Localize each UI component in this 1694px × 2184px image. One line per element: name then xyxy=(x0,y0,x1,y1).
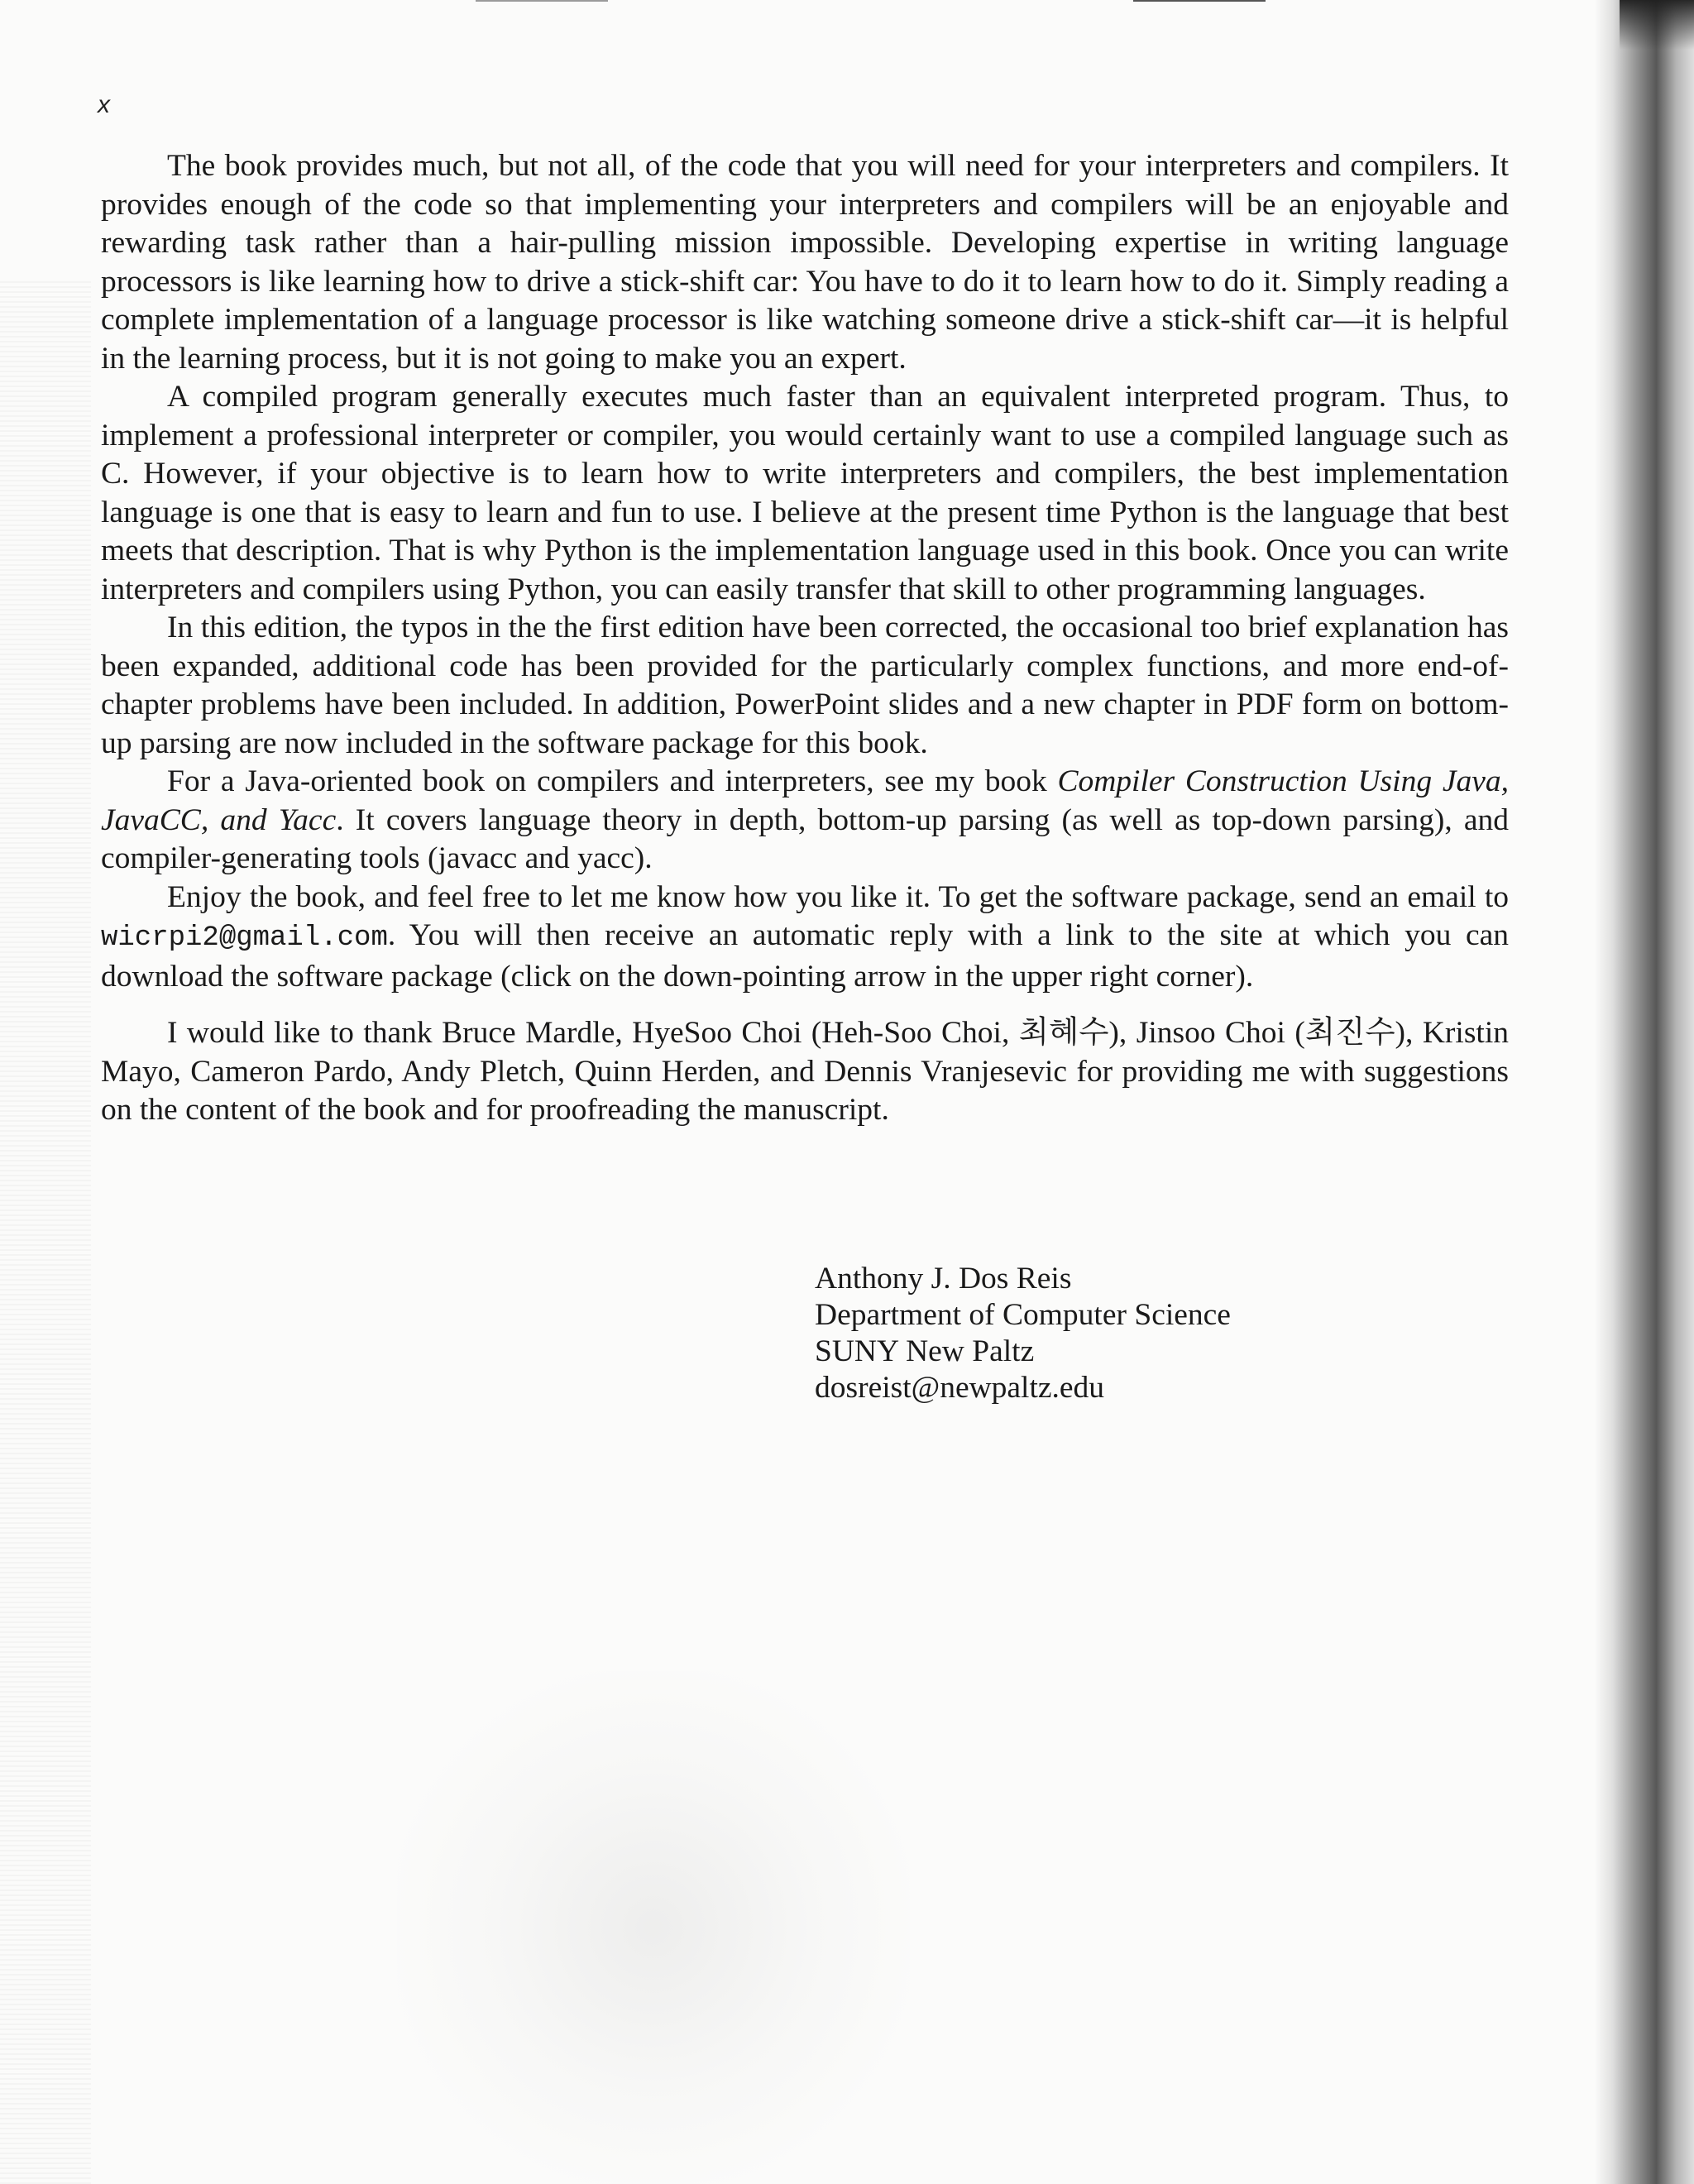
paragraph-implementation-language: A compiled program generally executes much faster than an equivalent interpreted program. Thus, to implement a professional interpreter or compiler, you would certainly want to use a compiled language such as C. However, if your objective is to learn how to write interpreters and compilers, the best implementation language is one that is easy to learn and fun to use. I believe at the present time Python is the language that best meets that description. That is why Python is the implementation language used in this book. Once you can write interpreters and compilers using Python, you can easily transfer that skill to other programming languages. xyxy=(101,380,1509,606)
paragraph-java-book-text: For a Java-oriented book on compilers and interpreters, see my book xyxy=(167,764,1058,798)
paragraph-this-edition: In this edition, the typos in the the first edition have been corrected, the occasional too brief explanation has been expanded, additional code has been provided for the particularly complex functions, and more end-of-chapter problems have been included. In addition, PowerPoint slides and a new chapter in PDF form on bottom-up parsing are now included in the software package for this book. xyxy=(101,611,1509,760)
binding-shadow xyxy=(1595,0,1694,2184)
paragraph-software-package-text: Enjoy the book, and feel free to let me know how you like it. To get the software package, send an email to xyxy=(167,879,1509,914)
java-book-title: Compiler Construction Using Java, JavaCC, and Yacc xyxy=(101,764,1509,837)
paragraph-acknowledgments: I would like to thank Bruce Mardle, HyeSoo Choi (Heh-Soo Choi, 최혜수), Jinsoo Choi (최진수), Kristin Mayo, Cameron Pardo, Andy Pletch, Quinn Herden, and Dennis Vranjesevic for providing me with suggestions on the content of the book and for proofreading the manuscript. xyxy=(101,1016,1509,1127)
page-number: x xyxy=(98,91,110,118)
paragraph-software-package xyxy=(101,879,1509,997)
author-name: Anthony J. Dos Reis xyxy=(815,1262,1072,1296)
author-email: dosreist@newpaltz.edu xyxy=(815,1371,1105,1405)
paragraph-software-package-text: . You will then receive an automatic reply with a link to the site at which you can download the software package (click on the down-pointing arrow in the upper right corner). xyxy=(101,918,1509,994)
scan-edge-line xyxy=(1133,0,1266,2)
package-request-email: wicrpi2@gmail.com xyxy=(101,922,388,954)
paragraph-code-provided: The book provides much, but not all, of the code that you will need for your interpreters and compilers. It provides enough of the code so that implementing your interpreters and compilers will be an enjoyable and rewarding task rather than a hair-pulling mission impossible. Developing expertise in writing language processors is like learning how to drive a stick-shift car: You have to do it to learn how to do it. Simply reading a complete implementation of a language processor is like watching someone drive a stick-shift car—it is helpful in the learning process, but it is not going to make you an expert. xyxy=(101,149,1509,376)
scan-edge-line xyxy=(476,0,608,2)
scan-noise-left xyxy=(0,281,91,2184)
author-signature-block xyxy=(815,1261,1231,1406)
binding-shadow-top xyxy=(1620,0,1694,50)
scan-noise-bottom xyxy=(397,1671,910,2184)
paragraph-java-book xyxy=(101,763,1509,879)
author-institution: SUNY New Paltz xyxy=(815,1334,1035,1368)
paragraph-java-book-text: . It covers language theory in depth, bottom-up parsing (as well as top-down parsing), and compiler-generating tools (javacc and yacc). xyxy=(101,802,1510,875)
author-department: Department of Computer Science xyxy=(815,1298,1231,1332)
preface-body xyxy=(101,147,1509,1130)
